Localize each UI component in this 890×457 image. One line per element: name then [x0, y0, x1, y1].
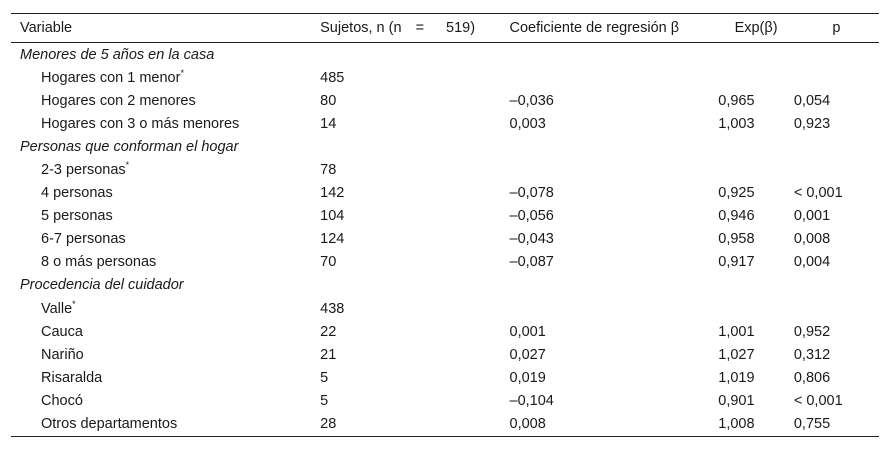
exp-cell: 1,008 [718, 413, 794, 437]
row-label: 8 o más personas [41, 254, 157, 271]
header-p: p [794, 14, 879, 43]
p-cell [794, 66, 879, 89]
row-label: Cauca [41, 323, 83, 340]
table-row [11, 413, 879, 437]
exp-cell [718, 158, 794, 181]
header-variable: Variable [11, 14, 320, 43]
table-row [11, 366, 879, 389]
table-row [11, 112, 879, 135]
table-row [11, 66, 879, 89]
p-cell: 0,004 [793, 254, 831, 271]
row-label-cell [11, 366, 320, 389]
p-cell: < 0,001 [793, 392, 843, 409]
row-label: 5 personas [41, 208, 113, 225]
exp-cell [718, 297, 794, 320]
n-cell: 78 [320, 162, 337, 179]
row-label: Risaralda [41, 369, 103, 386]
exp-cell: 0,917 [718, 254, 755, 271]
row-label: Hogares con 1 menor [41, 69, 181, 86]
row-label: Otros departamentos [41, 416, 178, 433]
exp-cell: 0,925 [718, 185, 755, 202]
n-cell: 22 [320, 323, 337, 340]
group-title: Procedencia del cuidador [20, 277, 184, 294]
exp-cell: 0,901 [718, 392, 755, 409]
table-row [11, 182, 879, 205]
row-label-cell [11, 66, 320, 89]
coef-cell: –0,104 [509, 392, 554, 409]
row-label-cell [11, 251, 320, 274]
p-cell: 0,952 [793, 323, 831, 340]
table-row [11, 89, 879, 112]
header-exp: Exp(β) [718, 14, 794, 43]
n-cell: 5 [320, 369, 329, 386]
coef-cell: –0,078 [509, 185, 554, 202]
row-label-cell [11, 320, 320, 343]
coef-cell: –0,036 [509, 92, 554, 109]
row-label-cell [11, 389, 320, 412]
exp-cell: 0,965 [718, 92, 755, 109]
row-label: 4 personas [41, 185, 113, 202]
p-cell: 0,001 [793, 208, 831, 225]
n-cell: 124 [320, 231, 345, 248]
header-row [11, 14, 879, 43]
table-row [11, 228, 879, 251]
coef-cell: 0,019 [509, 369, 546, 386]
p-cell: 0,755 [794, 413, 879, 437]
table-row [11, 205, 879, 228]
reference-marker: * [180, 67, 184, 78]
row-label: Hogares con 3 o más menores [41, 115, 240, 132]
regression-table [11, 13, 879, 437]
table-row [11, 320, 879, 343]
exp-cell: 0,946 [718, 208, 755, 225]
coef-cell: 0,003 [509, 115, 546, 132]
header-sujetos-prefix: Sujetos, n (n [320, 20, 402, 36]
row-label: 2-3 personas [41, 162, 126, 179]
n-cell: 80 [320, 92, 337, 109]
row-label-cell [11, 205, 320, 228]
p-cell [794, 158, 879, 181]
table-row [11, 389, 879, 412]
exp-cell: 1,027 [718, 346, 755, 363]
header-sujetos [320, 14, 509, 43]
header-coef: Coeficiente de regresión β [510, 14, 719, 43]
row-label: Hogares con 2 menores [41, 92, 196, 109]
p-cell: 0,054 [793, 92, 831, 109]
p-cell: 0,312 [793, 346, 831, 363]
row-label: Nariño [41, 346, 84, 363]
row-label-cell [11, 228, 320, 251]
p-cell: 0,806 [793, 369, 831, 386]
n-cell: 14 [320, 115, 337, 132]
coef-cell: –0,087 [509, 254, 554, 271]
coef-cell: –0,056 [509, 208, 554, 225]
p-cell [794, 297, 879, 320]
group-title: Menores de 5 años en la casa [20, 46, 215, 63]
table-body [11, 43, 879, 437]
coef-cell [510, 66, 719, 89]
row-label: 6-7 personas [41, 231, 126, 248]
table-header [11, 14, 879, 43]
p-cell: 0,008 [793, 231, 831, 248]
p-cell: 0,923 [793, 115, 831, 132]
table-row [11, 343, 879, 366]
n-cell: 142 [320, 185, 345, 202]
p-cell: < 0,001 [793, 185, 843, 202]
table-row [11, 251, 879, 274]
group-title: Personas que conforman el hogar [20, 138, 239, 155]
coef-cell: 0,008 [510, 413, 719, 437]
n-cell: 104 [320, 208, 345, 225]
group-row [11, 274, 879, 297]
reference-marker: * [125, 160, 130, 171]
coef-cell: 0,027 [509, 346, 546, 363]
group-row [11, 43, 879, 67]
exp-cell: 0,958 [718, 231, 755, 248]
coef-cell: –0,043 [509, 231, 554, 248]
coef-cell [510, 297, 719, 320]
exp-cell: 1,003 [718, 115, 755, 132]
exp-cell: 1,001 [718, 323, 755, 340]
table-row [11, 158, 879, 181]
row-label-cell [11, 182, 320, 205]
n-cell: 485 [320, 69, 345, 86]
group-row [11, 135, 879, 158]
n-cell: 21 [320, 346, 337, 363]
n-cell: 70 [320, 254, 337, 271]
exp-cell [718, 66, 794, 89]
table-row [11, 297, 879, 320]
row-label-cell [11, 158, 320, 181]
row-label-cell [11, 297, 320, 320]
header-sujetos-eq: = [415, 20, 425, 36]
exp-cell: 1,019 [718, 369, 755, 386]
n-cell: 438 [320, 300, 345, 317]
row-label-cell [11, 413, 320, 437]
row-label-cell [11, 112, 320, 135]
row-label-cell [11, 89, 320, 112]
n-cell: 5 [320, 392, 329, 409]
row-label: Valle [41, 300, 73, 317]
row-label-cell [11, 343, 320, 366]
n-cell: 28 [320, 413, 509, 437]
coef-cell [510, 158, 719, 181]
reference-marker: * [72, 298, 76, 309]
coef-cell: 0,001 [509, 323, 546, 340]
row-label: Chocó [41, 392, 83, 409]
header-sujetos-n: 519) [446, 20, 476, 36]
